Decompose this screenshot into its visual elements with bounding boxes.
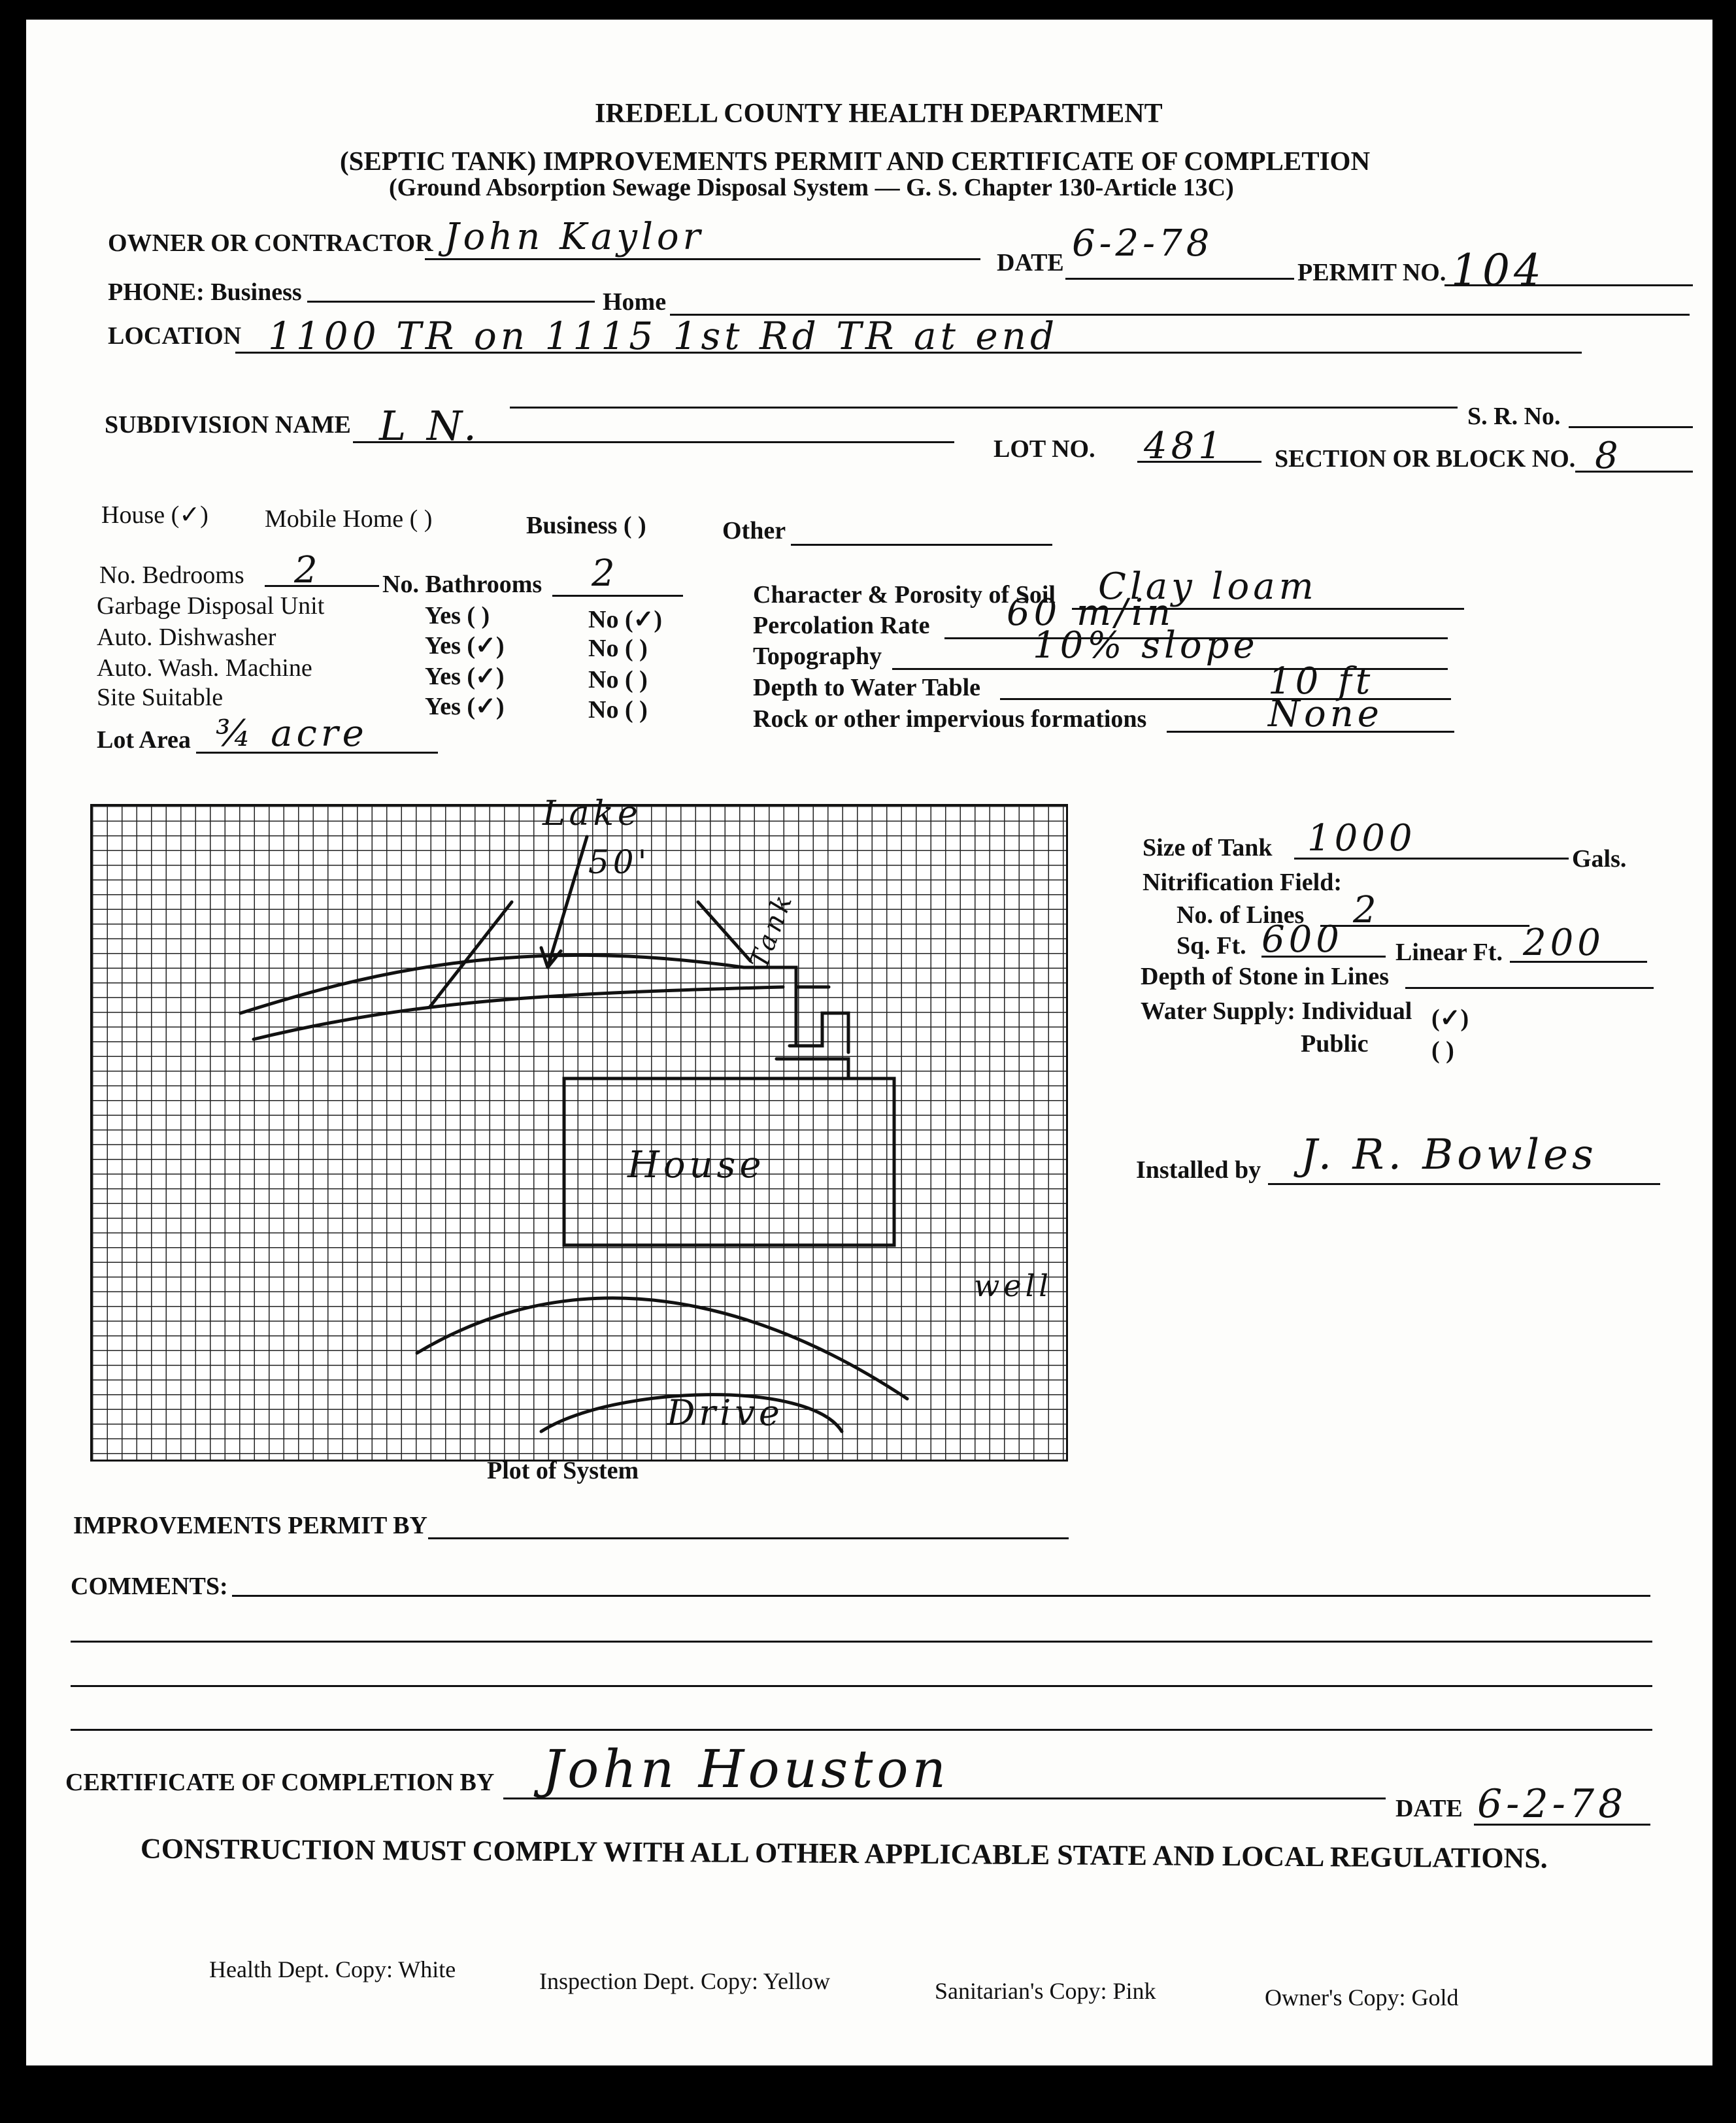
garbage-label: Garbage Disposal Unit [97,592,325,620]
certificate-label: CERTIFICATE OF COMPLETION BY [65,1769,495,1796]
phone-business-line [307,301,595,303]
water-individual-check[interactable]: (✓) [1431,1005,1469,1032]
nitrification-label: Nitrification Field: [1143,869,1342,896]
rock-value[interactable]: None [1268,693,1383,735]
tank-size-label: Size of Tank [1143,834,1273,861]
bedrooms-value[interactable]: 2 [294,549,322,592]
installed-value[interactable]: J. R. Bowles [1301,1131,1597,1179]
bathrooms-line [552,595,683,597]
site-suitable-yes[interactable]: Yes (✓) [425,693,505,720]
sr-no-label: S. R. No. [1467,403,1561,430]
soil-character-value[interactable]: Clay loam [1098,565,1318,608]
mobile-home-option[interactable]: Mobile Home ( ) [265,505,433,533]
house-option[interactable]: House (✓) [101,501,209,529]
other-label: Other [722,517,786,544]
section-value[interactable]: 8 [1595,435,1622,477]
water-public-check[interactable]: ( ) [1431,1037,1454,1064]
wash-machine-no[interactable]: No ( ) [588,666,648,694]
sqft-label: Sq. Ft. [1177,932,1246,960]
permit-value[interactable]: 104 [1451,245,1545,295]
plot-label-well: well [974,1268,1053,1303]
plot-label-tank: Tank [744,888,800,973]
plot-label-drive: Drive [667,1392,784,1433]
owner-value[interactable]: John Kaylor [444,216,705,258]
percolation-value[interactable]: 60 m/in [1007,592,1175,634]
date-line [1065,278,1294,280]
plot-label-distance: 50' [588,843,651,881]
compliance-notice: CONSTRUCTION MUST COMPLY WITH ALL OTHER APPLICABLE STATE AND LOCAL REGULATIONS. [140,1832,1548,1875]
location-label: LOCATION [108,322,242,350]
stone-depth-line [1405,987,1654,989]
location-line-2 [510,407,1458,409]
comments-line-1 [232,1595,1650,1597]
plot-sketch [90,778,1110,1484]
section-label: SECTION OR BLOCK NO. [1275,445,1576,473]
plot-caption: Plot of System [487,1457,639,1484]
stone-depth-label: Depth of Stone in Lines [1141,963,1390,990]
water-table-value[interactable]: 10 ft [1268,660,1375,703]
sr-no-line [1569,426,1693,428]
lot-area-label: Lot Area [97,726,191,754]
lot-area-value[interactable]: ¾ acre [216,712,368,755]
bathrooms-value[interactable]: 2 [592,552,619,595]
phone-home-label: Home [603,288,667,316]
tank-size-value[interactable]: 1000 [1307,817,1416,860]
comments-line-2 [71,1641,1652,1643]
linear-label: Linear Ft. [1395,939,1503,966]
subdivision-value[interactable]: L N. [379,402,480,450]
form-subtitle: (Ground Absorption Sewage Disposal System — G. S. Chapter 130-Article 13C) [389,174,1234,201]
copy-sanitarian: Sanitarian's Copy: Pink [935,1978,1156,2004]
dishwasher-yes[interactable]: Yes (✓) [425,632,505,660]
owner-line [425,258,980,260]
lines-value[interactable]: 2 [1353,889,1380,931]
comments-line-3 [71,1685,1652,1687]
site-suitable-label: Site Suitable [97,684,224,711]
owner-label: OWNER OR CONTRACTOR [108,229,433,257]
location-value[interactable]: 1100 TR on 1115 1st Rd TR at end [268,314,1059,358]
water-public-label: Public [1301,1030,1369,1058]
installed-label: Installed by [1136,1156,1261,1184]
dishwasher-label: Auto. Dishwasher [97,624,276,651]
comments-line-4 [71,1729,1652,1731]
copy-inspection: Inspection Dept. Copy: Yellow [539,1968,830,1994]
wash-machine-label: Auto. Wash. Machine [97,654,312,682]
lot-label: LOT NO. [993,435,1095,463]
permit-label: PERMIT NO. [1297,259,1446,286]
subdivision-label: SUBDIVISION NAME [105,411,351,439]
copy-health: Health Dept. Copy: White [209,1956,456,1982]
improvements-label: IMPROVEMENTS PERMIT BY [73,1512,427,1539]
sqft-value[interactable]: 600 [1261,918,1343,961]
site-suitable-no[interactable]: No ( ) [588,696,648,724]
phone-business-label: PHONE: Business [108,278,302,306]
soil-character-label: Character & Porosity of Soil [753,581,1056,609]
lines-line [1320,925,1529,927]
certificate-date-label: DATE [1395,1795,1463,1822]
wash-machine-yes[interactable]: Yes (✓) [425,663,505,690]
lines-label: No. of Lines [1177,901,1305,929]
bedrooms-line [265,585,379,587]
bedrooms-label: No. Bedrooms [99,561,244,589]
copy-owner: Owner's Copy: Gold [1265,1984,1459,2011]
tank-gals: Gals. [1572,845,1627,873]
percolation-label: Percolation Rate [753,612,930,639]
business-option[interactable]: Business ( ) [526,512,646,539]
garbage-no[interactable]: No (✓) [588,606,663,633]
form-title: (SEPTIC TANK) IMPROVEMENTS PERMIT AND CERTIFICATE OF COMPLETION [340,146,1371,176]
garbage-yes[interactable]: Yes ( ) [425,602,490,629]
improvements-line [428,1537,1069,1539]
certificate-signature[interactable]: John Houston [542,1739,950,1799]
plot-label-lake: Lake [542,794,642,833]
dishwasher-no[interactable]: No ( ) [588,635,648,662]
date-value[interactable]: 6-2-78 [1072,222,1214,265]
date-label: DATE [997,249,1064,276]
lot-value[interactable]: 481 [1144,425,1226,467]
department-title: IREDELL COUNTY HEALTH DEPARTMENT [595,99,1163,129]
other-line [791,544,1052,546]
topography-value[interactable]: 10% slope [1033,624,1259,667]
water-supply-label: Water Supply: Individual [1141,997,1412,1025]
installed-line [1268,1183,1660,1185]
rock-label: Rock or other impervious formations [753,705,1147,733]
comments-label: COMMENTS: [71,1573,228,1600]
topography-label: Topography [753,643,882,670]
plot-label-house: House [627,1144,765,1186]
linear-value[interactable]: 200 [1523,922,1605,964]
certificate-date-value[interactable]: 6-2-78 [1477,1781,1628,1827]
water-table-line [1000,698,1451,700]
section-line [1575,471,1693,473]
water-table-label: Depth to Water Table [753,674,981,701]
bathrooms-label: No. Bathrooms [382,571,542,598]
